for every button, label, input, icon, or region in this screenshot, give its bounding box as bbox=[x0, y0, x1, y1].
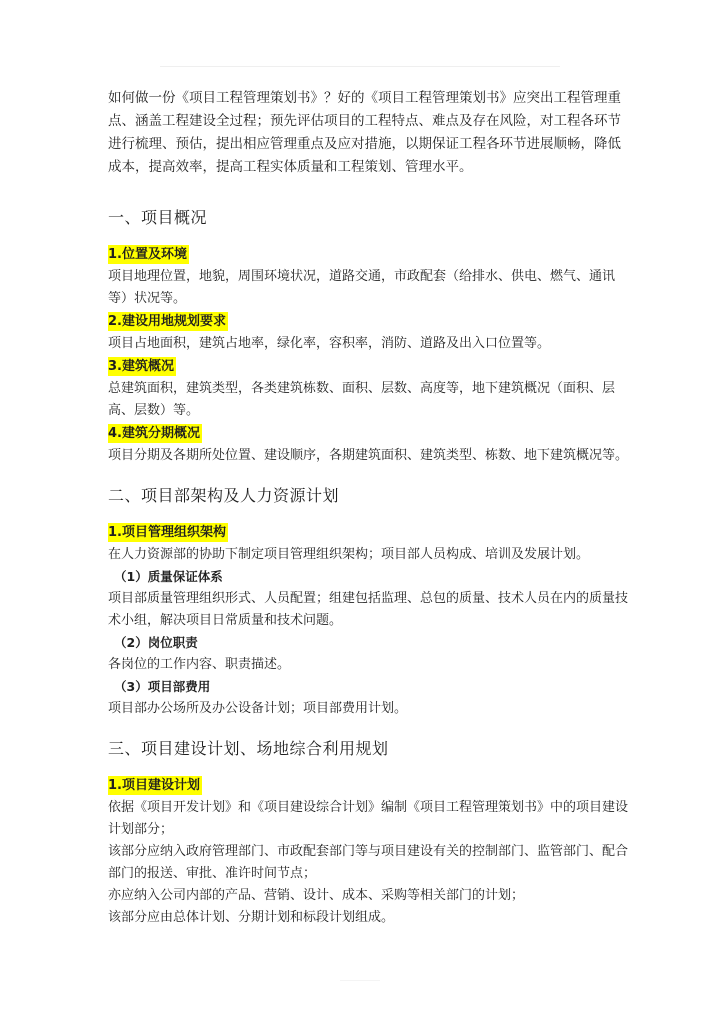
highlighted-heading: 1.项目建设计划 bbox=[108, 778, 200, 793]
subheading: （2）岗位职责 bbox=[114, 635, 198, 650]
body-paragraph: 总建筑面积，建筑类型，各类建筑栋数、面积、层数、高度等，地下建筑概况（面积、层高、层数）等。 bbox=[108, 381, 616, 418]
highlighted-heading: 1.项目管理组织架构 bbox=[108, 525, 226, 540]
body-paragraph: 项目部质量管理组织形式、人员配置；组建包括监理、总包的质量、技术人员在内的质量技术小组，解决项目日常质量和技术问题。 bbox=[108, 591, 629, 628]
section-project-overview bbox=[108, 205, 628, 467]
highlighted-heading: 4.建筑分期概况 bbox=[108, 426, 200, 441]
body-paragraph: 该部分应由总体计划、分期计划和标段计划组成。 bbox=[108, 910, 395, 925]
body-paragraph: 在人力资源部的协助下制定项目管理组织架构；项目部人员构成、培训及发展计划。 bbox=[108, 547, 590, 562]
body-paragraph: 各岗位的工作内容、职责描述。 bbox=[108, 657, 291, 672]
subheading: （1）质量保证体系 bbox=[114, 569, 223, 584]
section-org-structure bbox=[108, 483, 628, 720]
subheading: （3）项目部费用 bbox=[114, 679, 211, 694]
body-paragraph: 项目占地面积，建筑占地率，绿化率，容积率，消防、道路及出入口位置等。 bbox=[108, 336, 551, 351]
intro-paragraph: 如何做一份《项目工程管理策划书》？好的《项目工程管理策划书》应突出工程管理重点、涵盖工程建设全过程；预先评估项目的工程特点、难点及存在风险，对工程各环节进行梳理、预估，提出相应管理重点及应对措施，以期保证工程各环节进展顺畅，降低成本，提高效率，提高工程实体质量和工程策划、管理水平。 bbox=[108, 90, 621, 175]
document-page bbox=[108, 87, 628, 945]
body-paragraph: 项目部办公场所及办公设备计划；项目部费用计划。 bbox=[108, 701, 408, 716]
page-footer-mark bbox=[340, 980, 380, 981]
section-construction-plan bbox=[108, 736, 628, 929]
highlighted-heading: 1.位置及环境 bbox=[108, 247, 187, 262]
body-paragraph: 项目地理位置，地貌，周围环境状况，道路交通，市政配套（给排水、供电、燃气、通讯等）状况等。 bbox=[108, 269, 616, 306]
page-top-rule bbox=[160, 66, 560, 67]
body-paragraph: 该部分应纳入政府管理部门、市政配套部门等与项目建设有关的控制部门、监管部门、配合部门的报送、审批、准许时间节点； bbox=[108, 844, 629, 881]
body-paragraph: 依据《项目开发计划》和《项目建设综合计划》编制《项目工程管理策划书》中的项目建设计划部分； bbox=[108, 800, 629, 837]
section-title: 二、项目部架构及人力资源计划 bbox=[108, 486, 340, 505]
section-title: 三、项目建设计划、场地综合利用规划 bbox=[108, 739, 389, 758]
highlighted-heading: 3.建筑概况 bbox=[108, 359, 174, 374]
section-title: 一、项目概况 bbox=[108, 208, 208, 227]
body-paragraph: 亦应纳入公司内部的产品、营销、设计、成本、采购等相关部门的计划； bbox=[108, 888, 525, 903]
body-paragraph: 项目分期及各期所处位置、建设顺序，各期建筑面积、建筑类型、栋数、地下建筑概况等。 bbox=[108, 448, 629, 463]
highlighted-heading: 2.建设用地规划要求 bbox=[108, 314, 226, 329]
